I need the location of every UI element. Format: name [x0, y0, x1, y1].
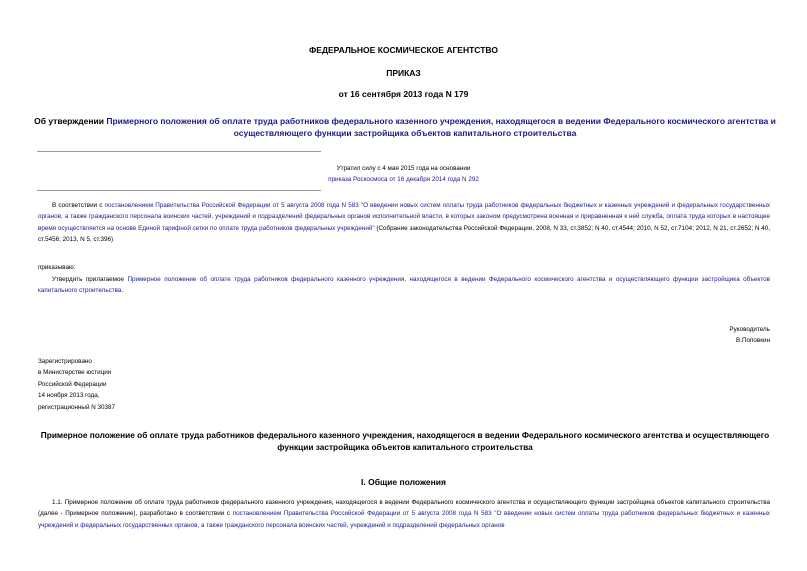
registration-line: Российской Федерации	[38, 380, 107, 388]
title-link[interactable]: Примерного положения об оплате труда работников федерального казенного учреждения, находящегося в ведении Федерального космического агентства и осуществляющего функции застройщика объектов капитального строительства	[106, 116, 776, 138]
signature-name: В.Поповкин	[736, 337, 770, 345]
document-title	[30, 115, 780, 139]
registration-line: регистрационный N 30387	[38, 403, 116, 411]
document-type: ПРИКАЗ	[386, 68, 421, 78]
registration-line: 14 ноября 2013 года,	[38, 392, 100, 400]
agency-name: ФЕДЕРАЛЬНОЕ КОСМИЧЕСКОЕ АГЕНТСТВО	[309, 45, 498, 55]
annex-p1-start: 1.1. Примерное положение об оплате труда работников федерального казенного учреждения, находящегося в ведении Федерального космического агентства и осуществляющего функции застройщика объектов капитального строительства (далее - Примерное положение), разработано в соответствии с	[38, 499, 770, 518]
signature-position: Руководитель	[729, 326, 770, 333]
annex-title: Примерное положение об оплате труда работников федерального казенного учреждения, находящегося в ведении Федерального космического агентства и осуществляющего функции застройщика объектов капитального строительства	[40, 430, 770, 452]
status-repeal-link[interactable]: приказа Роскосмоса от 16 декабря 2014 года N 292	[328, 176, 479, 184]
annex-p1-decree-link[interactable]: постановлением Правительства Российской Федерации от 5 августа 2008 года N 583 "О введении новых систем оплаты труда работников федеральных бюджетных и казенных учреждений и федеральных государственных органов, а также гражданского персонала воинских частей, учреждений и подразделений федеральных органов	[38, 510, 770, 529]
preamble-start: В соответствии с	[52, 202, 105, 209]
registration-line: Зарегистрировано	[38, 358, 92, 365]
signature-block	[729, 324, 770, 347]
order-annex-link[interactable]: Примерное положение об оплате труда работников федерального казенного учреждения, находящегося в ведении Федерального космического агентства и осуществляющего функции застройщика объектов капитального строительства	[38, 276, 770, 295]
document-date-number: от 16 сентября 2013 года N 179	[338, 89, 469, 99]
order-start: Утвердить прилагаемое	[52, 276, 128, 283]
status-rule-top	[37, 151, 321, 152]
annex-paragraph-1-1	[38, 497, 770, 531]
order-word: приказываю:	[38, 264, 76, 271]
registration-block	[38, 356, 115, 413]
preamble-decree-link[interactable]: постановлением Правительства Российской Федерации от 5 августа 2008 года N 583 "О введении новых систем оплаты труда работников федеральных бюджетных и казенных учреждений и федеральных государственных органов, а также гражданского персонала воинских частей, учреждений и подразделений федеральных органов исполнительной власти, в которых законом предусмотрена военная и приравненная к ней служба, оплата труда которых в настоящее время осуществляется на основе Единой тарифной сетки по оплате труда работников федеральных учреждений"	[38, 202, 770, 232]
order-end: .	[121, 287, 124, 295]
title-prefix: Об утверждении	[34, 116, 107, 126]
section-heading: I. Общие положения	[361, 477, 446, 487]
preamble-end: (Собрание законодательства Российской Федерации, 2008, N 33, ст.3852; N 40, ст.4544; 2010, N 52, ст.7104; 2012, N 21, ст.2652; N 40, ст.5456; 2013, N 5, ст.396)	[38, 224, 770, 244]
registration-line: в Министерстве юстиции	[38, 369, 112, 377]
status-note	[0, 163, 807, 186]
status-line: Утратил силу с 4 мая 2015 года на основании	[336, 165, 471, 172]
preamble-paragraph	[38, 200, 770, 246]
order-paragraph	[38, 274, 770, 297]
status-rule-bottom	[37, 190, 321, 191]
